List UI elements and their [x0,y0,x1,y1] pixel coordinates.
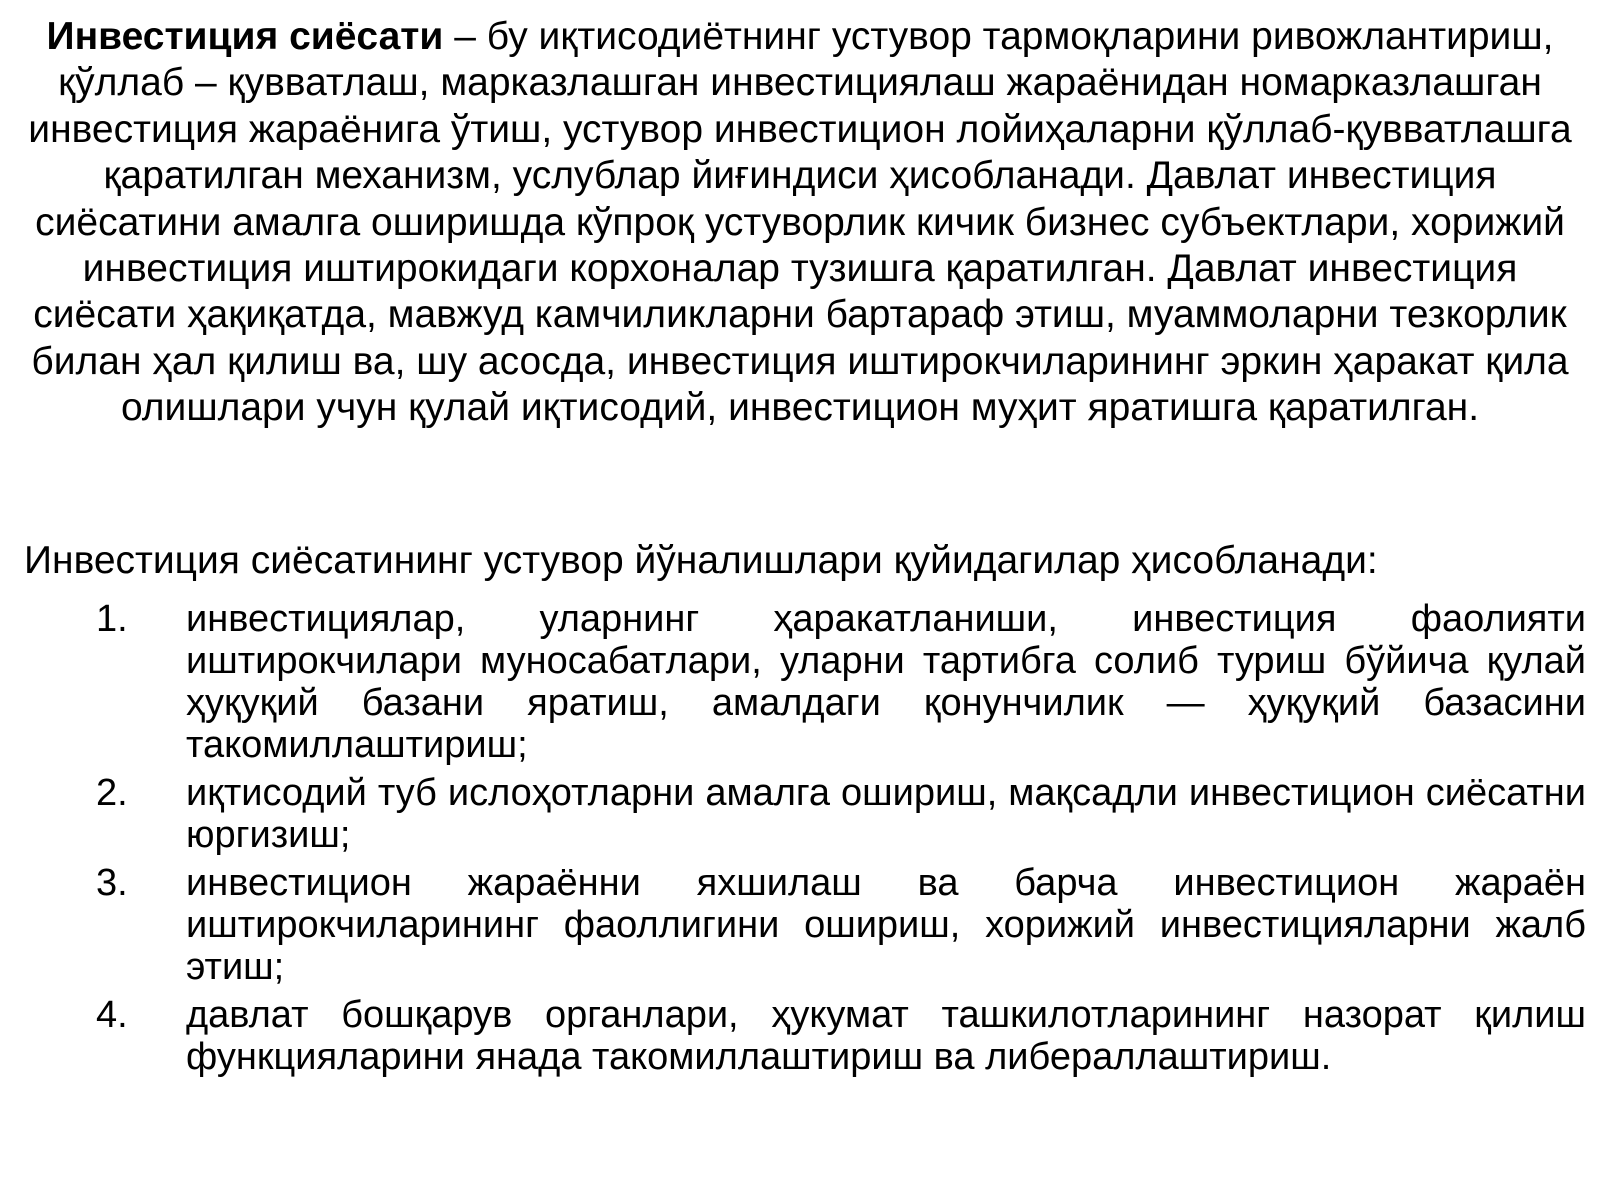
list-item-number: 3. [96,862,128,904]
list-item-text: инвестициялар, уларнинг ҳаракатланиши, инвестиция фаолияти иштирокчилари муносабатлари, уларни тартибга солиб туриш бўйича қулай ҳуқуқий базани яратиш, амалдаги қонунчилик — ҳуқуқий базасини такомиллаштириш; [186,598,1586,766]
list-item-text: инвестицион жараённи яхшилаш ва барча инвестицион жараён иштирокчиларининг фаоллигини ошириш, хорижий инвестицияларни жалб этиш; [186,862,1586,988]
list-item [0,994,1600,1078]
priorities-list [0,598,1600,1084]
list-item-number: 2. [96,772,128,814]
priorities-heading: Инвестиция сиёсатининг устувор йўналишлари қуйидагилар ҳисобланади: [24,539,1378,582]
list-item-text: давлат бошқарув органлари, ҳукумат ташкилотларининг назорат қилиш функцияларини янада такомиллаштириш ва либераллаштириш. [186,994,1586,1078]
intro-term: Инвестиция сиёсати [46,15,444,58]
list-item-number: 4. [96,994,128,1036]
list-item [0,598,1600,766]
list-item-text: иқтисодий туб ислоҳотларни амалга ошириш, мақсадли инвестицион сиёсатни юргизиш; [186,772,1586,856]
intro-text: – бу иқтисодиётнинг устувор тармоқларини ривожлантириш, қўллаб – қувватлаш, марказлашган инвестициялаш жараёнидан номарказлашган инвестиция жараёнига ўтиш, устувор инвестицион лойиҳаларни қўллаб-қувватлашга қаратилган механизм, услублар йиғиндиси ҳисобланади. Давлат инвестиция сиёсатини амалга оширишда кўпроқ устуворлик кичик бизнес субъектлари, хорижий инвестиция иштирокидаги корхоналар тузишга қаратилган. Давлат инвестиция сиёсати ҳақиқатда, мавжуд камчиликларни бартараф этиш, муаммоларни тезкорлик билан ҳал қилиш ва, шу асосда, инвестиция иштирокчиларининг эркин ҳаракат қила олишлари учун қулай иқтисодий, инвестицион муҳит яратишга қаратилган. [28,15,1572,430]
list-item [0,772,1600,856]
list-item [0,862,1600,988]
list-item-number: 1. [96,598,128,640]
intro-paragraph [22,14,1578,432]
